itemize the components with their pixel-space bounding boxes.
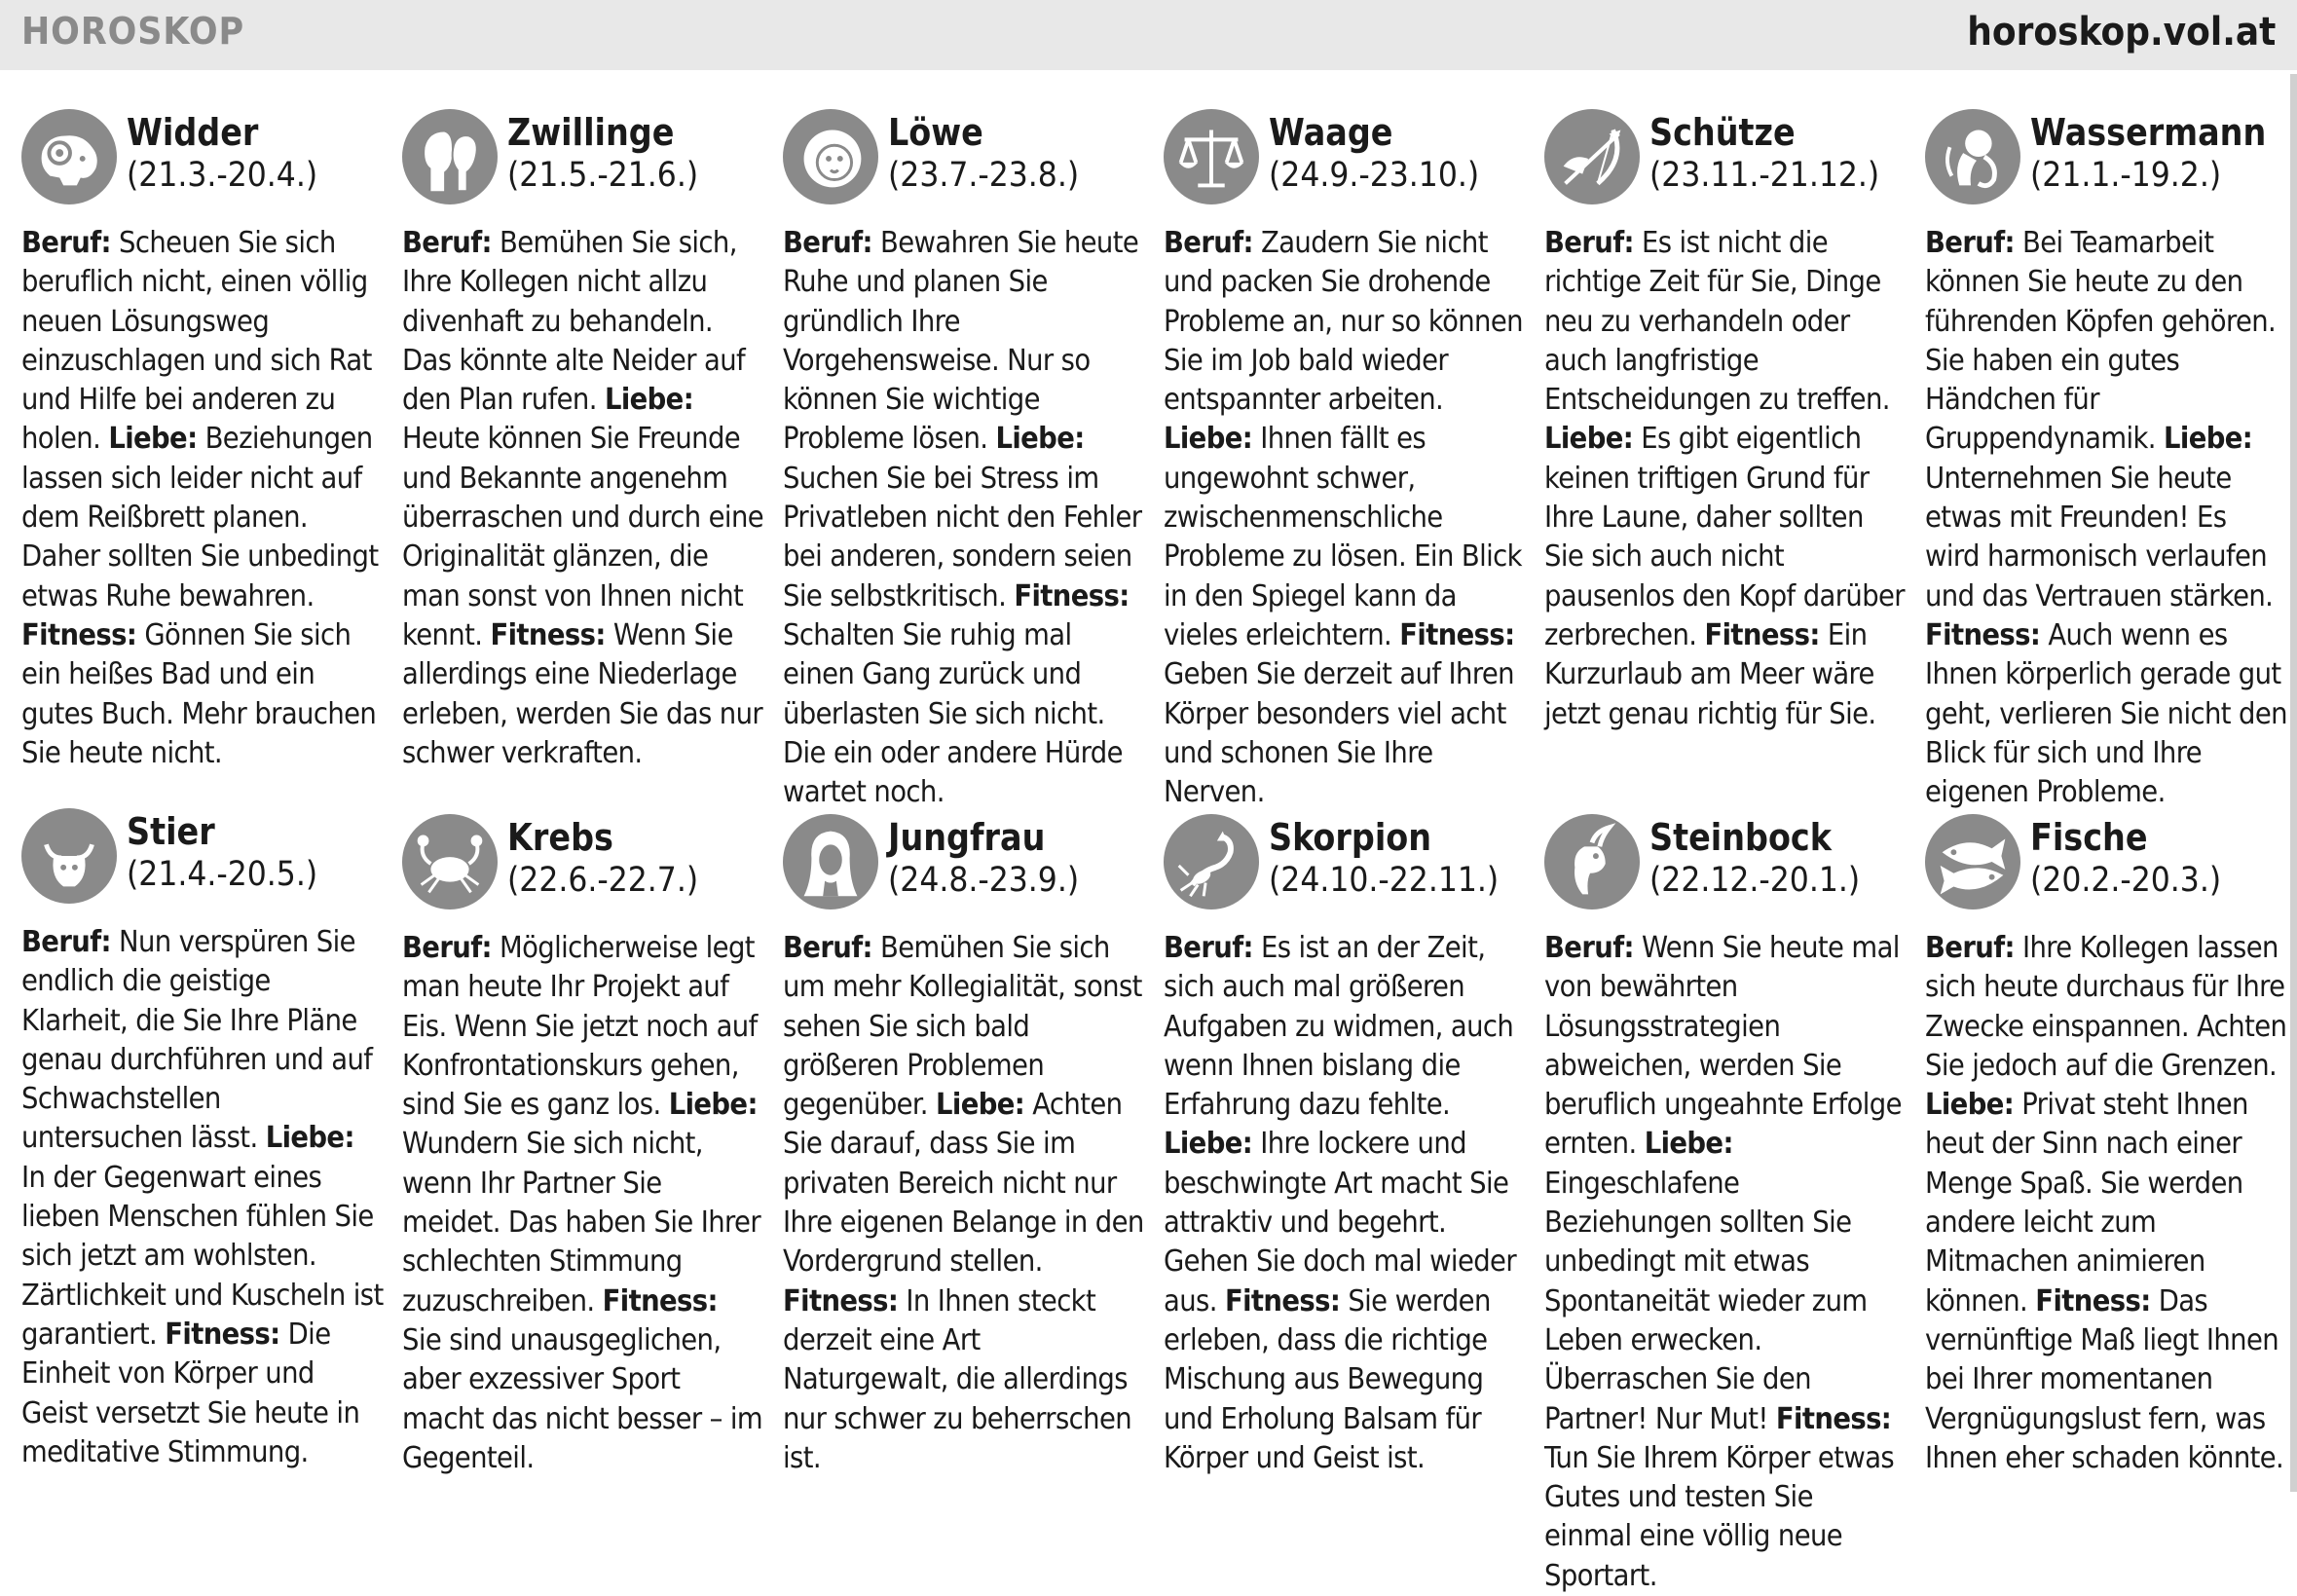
fitness-label: Fitness:	[1925, 617, 2041, 652]
liebe-label: Liebe:	[668, 1088, 758, 1123]
sign-name: Fische	[2030, 816, 2148, 859]
liebe-label: Liebe:	[1544, 422, 1634, 457]
sign-text	[21, 224, 384, 773]
liebe-label: Liebe:	[2164, 422, 2253, 457]
sign-name: Skorpion	[1269, 816, 1432, 859]
liebe-label: Liebe:	[1644, 1127, 1733, 1162]
archer-icon	[1544, 109, 1640, 204]
fitness-text: Tun Sie Ihrem Körper etwas Gutes und testen Sie einmal eine völlig neue Sportart.	[1544, 1440, 1895, 1593]
sign-text	[783, 224, 1145, 812]
beruf-text: Nun verspüren Sie endlich die geistige Klarheit, die Sie Ihre Pläne genau durchführen und auf Schwachstellen untersuchen lässt.	[21, 925, 373, 1156]
sign-name: Schütze	[1649, 111, 1796, 154]
bull-icon	[21, 808, 117, 904]
beruf-label: Beruf:	[402, 226, 492, 260]
fitness-text: Schalten Sie ruhig mal einen Gang zurück und überlasten Sie sich nicht. Die ein oder andere Hürde wartet noch.	[783, 617, 1123, 810]
liebe-label: Liebe:	[108, 422, 198, 457]
fitness-text: In Ihnen steckt derzeit eine Art Naturgewalt, die allerdings nur schwer zu beherrschen ist.	[783, 1283, 1132, 1475]
beruf-text: Scheuen Sie sich beruflich nicht, einen völlig neuen Lösungsweg einzuschlagen und sich Rat und Hilfe bei anderen zu holen.	[21, 226, 372, 457]
beruf-text: Wenn Sie heute mal von bewährten Lösungsstrategien abweichen, werden Sie beruflich ungeahnte Erfolge ernten.	[1544, 931, 1902, 1162]
sign-dates: (23.7.-23.8.)	[888, 156, 1080, 195]
liebe-text: Ihnen fällt es ungewohnt schwer, zwischenmenschliche Probleme zu lösen. Ein Blick in den Spiegel kann da vieles erleichtern.	[1164, 422, 1522, 652]
beruf-text: Es ist nicht die richtige Zeit für Sie, Dinge neu zu verhandeln oder auch langfristige Entscheidungen zu treffen.	[1544, 226, 1890, 418]
page-edge	[2290, 74, 2297, 1492]
header-bar	[0, 0, 2297, 70]
fitness-text: Geben Sie derzeit auf Ihren Körper besonders viel acht und schonen Sie Ihre Nerven.	[1164, 657, 1514, 810]
liebe-text: Es gibt eigentlich keinen triftigen Grund für Ihre Laune, daher sollten Sie sich auch nicht pausenlos den Kopf darüber zerbrechen.	[1544, 422, 1905, 652]
sign-text	[783, 929, 1145, 1478]
liebe-text: Wundern Sie sich nicht, wenn Ihr Partner Sie meidet. Das haben Sie Ihrer schlechten Stimmung zuzuschreiben.	[402, 1127, 761, 1318]
beruf-text: Ihre Kollegen lassen sich heute durchaus für Ihre Zwecke einspannen. Achten Sie jedoch auf die Grenzen.	[1925, 931, 2287, 1083]
beruf-label: Beruf:	[1925, 931, 2015, 965]
beruf-text: Möglicherweise legt man heute Ihr Projekt auf Eis. Wenn Sie jetzt noch auf Konfrontationskurs gehen, sind Sie es ganz los.	[402, 931, 758, 1123]
liebe-label: Liebe:	[936, 1088, 1025, 1123]
twins-icon	[402, 109, 498, 204]
beruf-label: Beruf:	[1164, 931, 1253, 965]
beruf-label: Beruf:	[402, 931, 492, 965]
scales-icon	[1164, 109, 1259, 204]
sign-name: Waage	[1269, 111, 1393, 154]
beruf-label: Beruf:	[21, 226, 111, 260]
beruf-text: Zaudern Sie nicht und packen Sie drohende Probleme an, nur so können Sie im Job bald wieder entspannter arbeiten.	[1164, 226, 1523, 418]
fitness-text: Die Einheit von Körper und Geist versetzt Sie heute in meditative Stimmung.	[21, 1317, 360, 1469]
sign-text	[1164, 224, 1526, 812]
sign-dates: (24.8.-23.9.)	[888, 861, 1080, 900]
fitness-text: Sie werden erleben, dass die richtige Mischung aus Bewegung und Erholung Balsam für Körper und Geist ist.	[1164, 1283, 1491, 1475]
liebe-label: Liebe:	[265, 1121, 354, 1156]
sign-name: Jungfrau	[888, 816, 1046, 859]
sign-dates: (22.12.-20.1.)	[1649, 861, 1861, 900]
fitness-label: Fitness:	[2035, 1283, 2151, 1318]
liebe-label: Liebe:	[604, 383, 694, 418]
sign-dates: (21.4.-20.5.)	[127, 855, 318, 894]
liebe-text: Privat steht Ihnen heut der Sinn nach einer Menge Spaß. Sie werden andere leicht zum Mitmachen animieren können.	[1925, 1088, 2248, 1318]
sign-name: Wassermann	[2030, 111, 2267, 154]
liebe-text: Unternehmen Sie heute etwas mit Freunden! Es wird harmonisch verlaufen und das Vertrauen stärken.	[1925, 461, 2274, 613]
fish-icon	[1925, 814, 2020, 909]
sign-name: Zwillinge	[507, 111, 675, 154]
liebe-text: Suchen Sie bei Stress im Privatleben nicht den Fehler bei anderen, sondern seien Sie selbstkritisch.	[783, 461, 1142, 613]
beruf-text: Bemühen Sie sich um mehr Kollegialität, sonst sehen Sie sich bald größeren Problemen gegenüber.	[783, 931, 1142, 1123]
sign-name: Stier	[127, 810, 215, 853]
fitness-label: Fitness:	[1014, 578, 1130, 613]
sign-dates: (21.1.-19.2.)	[2030, 156, 2222, 195]
sign-dates: (24.10.-22.11.)	[1269, 861, 1500, 900]
beruf-text: Bei Teamarbeit können Sie heute zu den führenden Köpfen gehören. Sie haben ein gutes Händchen für Gruppendynamik.	[1925, 226, 2277, 457]
beruf-text: Es ist an der Zeit, sich auch mal größeren Aufgaben zu widmen, auch wenn Ihnen bislang die Erfahrung dazu fehlte.	[1164, 931, 1514, 1123]
liebe-label: Liebe:	[1925, 1088, 2015, 1123]
beruf-label: Beruf:	[1164, 226, 1253, 260]
sign-text	[402, 224, 764, 773]
sign-dates: (23.11.-21.12.)	[1649, 156, 1880, 195]
sign-text	[21, 923, 384, 1472]
sign-text	[1544, 929, 1907, 1596]
ram-icon	[21, 109, 117, 204]
sign-dates: (20.2.-20.3.)	[2030, 861, 2222, 900]
scorpion-icon	[1164, 814, 1259, 909]
fitness-text: Gönnen Sie sich ein heißes Bad und ein gutes Buch. Mehr brauchen Sie heute nicht.	[21, 617, 377, 770]
sign-name: Löwe	[888, 111, 983, 154]
sign-name: Widder	[127, 111, 259, 154]
fitness-label: Fitness:	[1704, 617, 1820, 652]
beruf-text: Bemühen Sie sich, Ihre Kollegen nicht allzu divenhaft zu behandeln. Das könnte alte Neider auf den Plan rufen.	[402, 226, 746, 418]
fitness-label: Fitness:	[21, 617, 137, 652]
fitness-label: Fitness:	[1775, 1401, 1892, 1436]
sign-dates: (24.9.-23.10.)	[1269, 156, 1480, 195]
fitness-text: Das vernünftige Maß liegt Ihnen bei Ihrer momentanen Vergnügungslust fern, was Ihnen eher schaden könnte.	[1925, 1283, 2284, 1475]
beruf-text: Bewahren Sie heute Ruhe und planen Sie gründlich Ihre Vorgehensweise. Nur so können Sie wichtige Probleme lösen.	[783, 226, 1139, 457]
sign-dates: (22.6.-22.7.)	[507, 861, 699, 900]
beruf-label: Beruf:	[1925, 226, 2015, 260]
fitness-label: Fitness:	[602, 1283, 718, 1318]
water-bearer-icon	[1925, 109, 2020, 204]
fitness-label: Fitness:	[783, 1283, 899, 1318]
sign-text	[1164, 929, 1526, 1478]
goat-icon	[1544, 814, 1640, 909]
beruf-label: Beruf:	[783, 226, 872, 260]
sign-text	[1925, 224, 2287, 812]
site-url: horoskop.vol.at	[1966, 10, 2276, 55]
virgin-icon	[783, 814, 878, 909]
sign-text	[402, 929, 764, 1478]
fitness-text: Ein Kurzurlaub am Meer wäre jetzt genau richtig für Sie.	[1544, 617, 1876, 731]
liebe-text: In der Gegenwart eines lieben Menschen fühlen Sie sich jetzt am wohlsten. Zärtlichkeit und Kuscheln ist garantiert.	[21, 1160, 384, 1352]
sign-name: Steinbock	[1649, 816, 1832, 859]
liebe-text: Achten Sie darauf, dass Sie im privaten Bereich nicht nur Ihre eigenen Belange in den Vordergrund stellen.	[783, 1088, 1144, 1280]
fitness-text: Sie sind unausgeglichen, aber exzessiver Sport macht das nicht besser – im Gegenteil.	[402, 1322, 763, 1475]
fitness-label: Fitness:	[1399, 617, 1515, 652]
beruf-label: Beruf:	[783, 931, 872, 965]
liebe-text: Beziehungen lassen sich leider nicht auf dem Reißbrett planen. Daher sollten Sie unbedingt etwas Ruhe bewahren.	[21, 422, 379, 613]
liebe-label: Liebe:	[995, 422, 1085, 457]
fitness-text: Auch wenn es Ihnen körperlich gerade gut geht, verlieren Sie nicht den Blick für sich und Ihre eigenen Probleme.	[1925, 617, 2287, 810]
sign-text	[1544, 224, 1907, 734]
liebe-text: Ihre lockere und beschwingte Art macht Sie attraktiv und begehrt. Gehen Sie doch mal wieder aus.	[1164, 1127, 1517, 1318]
fitness-label: Fitness:	[165, 1317, 280, 1352]
liebe-text: Eingeschlafene Beziehungen sollten Sie unbedingt mit etwas Spontaneität wieder zum Leben erwecken. Überraschen Sie den Partner! Nur Mut!	[1544, 1166, 1868, 1436]
liebe-label: Liebe:	[1164, 422, 1253, 457]
lion-icon	[783, 109, 878, 204]
sign-dates: (21.5.-21.6.)	[507, 156, 699, 195]
liebe-label: Liebe:	[1164, 1127, 1253, 1162]
beruf-label: Beruf:	[21, 925, 111, 959]
liebe-text: Heute können Sie Freunde und Bekannte angenehm überraschen und durch eine Originalität glänzen, die man sonst von Ihnen nicht kennt.	[402, 422, 764, 652]
section-title: HOROSKOP	[21, 10, 245, 53]
fitness-label: Fitness:	[1224, 1283, 1341, 1318]
fitness-label: Fitness:	[490, 617, 606, 652]
fitness-text: Wenn Sie allerdings eine Niederlage erleben, werden Sie das nur schwer verkraften.	[402, 617, 763, 770]
sign-text	[1925, 929, 2287, 1478]
sign-name: Krebs	[507, 816, 613, 859]
beruf-label: Beruf:	[1544, 226, 1634, 260]
sign-dates: (21.3.-20.4.)	[127, 156, 318, 195]
crab-icon	[402, 814, 498, 909]
beruf-label: Beruf:	[1544, 931, 1634, 965]
